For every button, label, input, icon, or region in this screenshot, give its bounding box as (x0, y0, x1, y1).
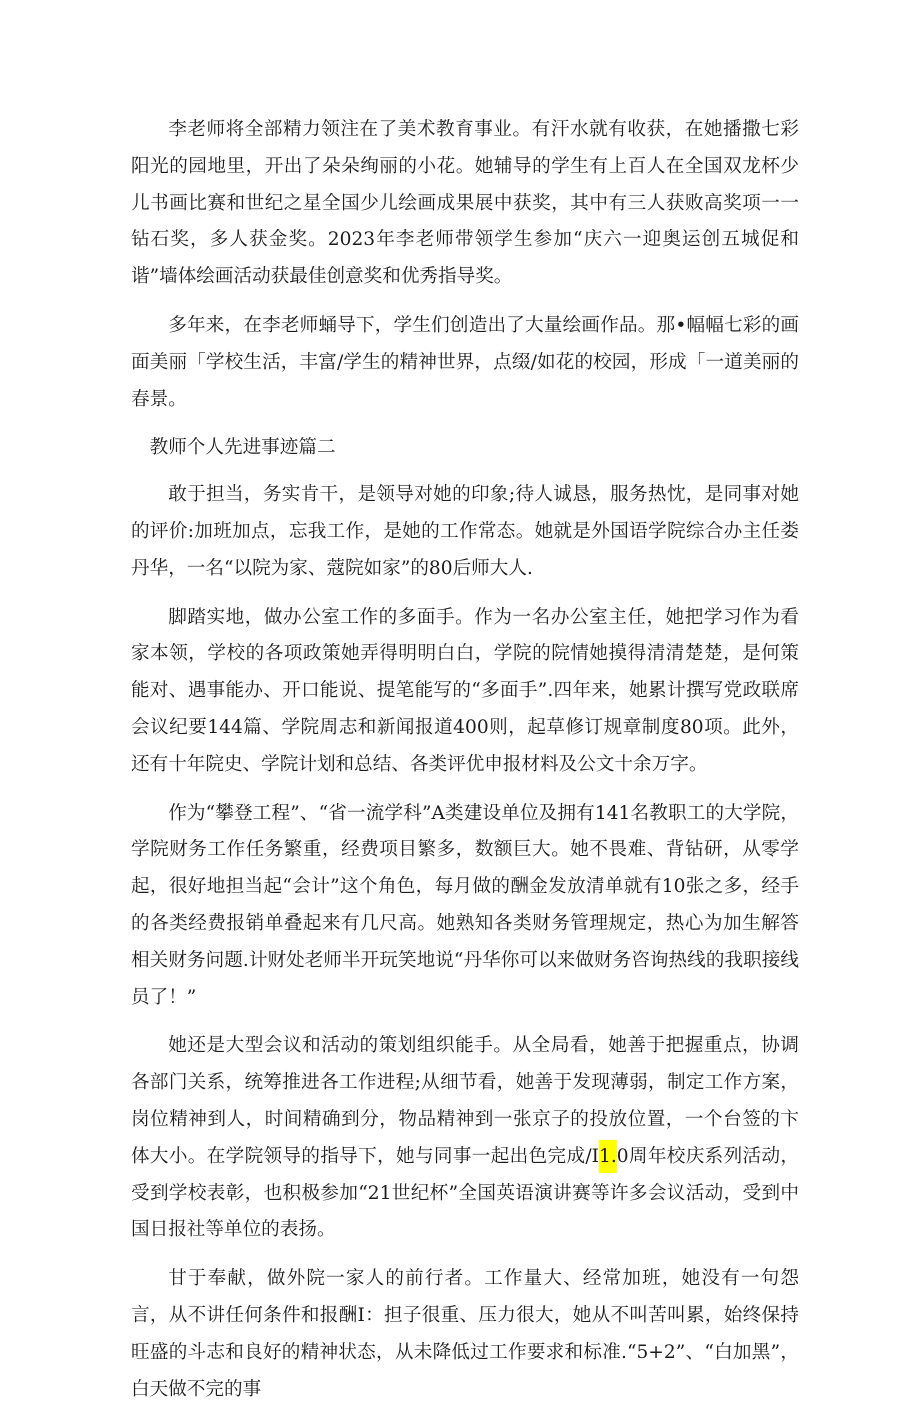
highlighted-text: 1. (599, 1140, 617, 1173)
paragraph: 李老师将全部精力领注在了美术教育事业。有汗水就有收获，在她播撒七彩阳光的园地里，开出了朵朵绚丽的小花。她辅导的学生有上百人在全国双龙杯少儿书画比赛和世纪之星全国少儿绘画成果展中获奖，其中有三人获败高奖项一一钻石奖，多人获金奖。2023年李老师带领学生参加“庆六一迎奥运创五城促和谐”墙体绘画活动获最佳创意奖和优秀指导奖。 (131, 119, 799, 288)
paragraph: 甘于奉献，做外院一家人的前行者。工作量大、经常加班，她没有一句怨言，从不讲任何条件和报酬I：担子很重、压力很大，她从不叫苦叫累，始终保持旺盛的斗志和良好的精神状态，从未降低过工作要求和标准.“5+2”、“白加黑”，白天做不完的事 (131, 1268, 799, 1400)
paragraph: 多年来，在李老师蛹导下，学生们创造出了大量绘画作品。那•幅幅七彩的画面美丽「学校生活，丰富/学生的精神世界，点缀/如花的校园，形成「一道美丽的春景。 (131, 314, 799, 410)
paragraph (131, 1028, 799, 1249)
paragraph: 脚踏实地，做办公室工作的多面手。作为一名办公室主任，她把学习作为看家本领，学校的各项政策她弄得明明白白，学院的院情她摸得清清楚楚，是何策能对、遇事能办、开口能说、提笔能写的“多面手”.四年来，她累计撰写党政联席会议纪要144篇、学院周志和新闻报道400则，起草修订规章制度80项。此外，还有十年院史、学院计划和总结、各类评优申报材料及公文十余万字。 (131, 606, 799, 775)
paragraph-text: 她还是大型会议和活动的策划组织能手。从全局看，她善于把握重点，协调各部门关系，统筹推进各工作进程;从细节看，她善于发现薄弱，制定工作方案，岗位精神到人，时间精确到分，物品精神到一张京子的投放位置，一个台签的卞体大小。在学院领导的指导下，她与同事一起出色完成/I (131, 1035, 799, 1167)
paragraph-text: 0周年校庆系列活动，受到学校表彰，也积极参加“21世纪杯”全国英语演讲赛等许多会议活动，受到中国日报社等单位的表扬。 (131, 1145, 799, 1241)
document-body (131, 112, 799, 1420)
paragraph: 作为“攀登工程”、“省一流学科”A类建设单位及拥有141名教职工的大学院，学院财务工作任务繁重，经费项目繁多，数额巨大。她不畏难、背钻研，从零学起，很好地担当起“会计”这个角色，每月做的酬金发放清单就有10张之多，经手的各类经费报销单叠起来有几尺高。她熟知各类财务管理规定，热心为加生解答相关财务问题.计财处老师半开玩笑地说“丹华你可以来做财务咨询热线的我职接线员了！” (131, 802, 799, 1008)
section-heading: 教师个人先进事迹篇二 (149, 437, 336, 459)
paragraph: 敢于担当，务实肯干，是领导对她的印象;待人诚恳，服务热忱，是同事对她的评价:加班加点，忘我工作，是她的工作常态。她就是外国语学院综合办主任娄丹华，一名“以院为家、蔻院如家”的80后师大人. (131, 484, 799, 579)
